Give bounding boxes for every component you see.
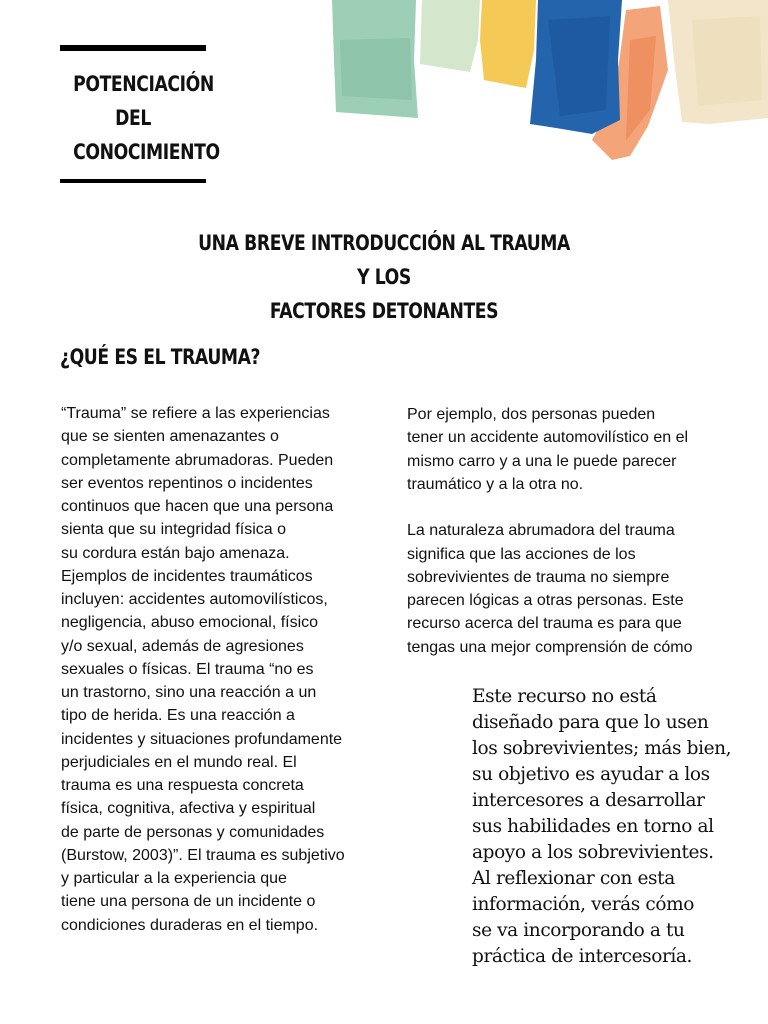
callout-text: Este recurso no está diseñado para que lo usen los sobrevivientes; más bien, su objetivo es ayudar a los intercesores a desarrollar sus habilidades en torno al apoyo a los sobrevivientes. Al reflexionar con esta información, verás cómo se va incorporando a tu práctica de intercesoría.	[472, 686, 732, 967]
yellow-brush-stroke	[480, 0, 536, 88]
brand-title: POTENCIACIÓN DEL CONOCIMIENTO	[73, 72, 220, 164]
brand-bottom-rule	[60, 179, 206, 183]
sage-brush-stroke	[420, 0, 480, 72]
body-left-column: “Trauma” se refiere a las experiencias que se sienten amenazantes o completamente abrumadoras. Pueden ser eventos repentinos o incidentes continuos que hacen que una persona sienta que su integridad física o su cordura están bajo amenaza. Ejemplos de incidentes traumáticos incluyen: accidentes automovilísticos, negligencia, abuso emocional, físico y/o sexual, además de agresiones sexuales o físicas. El trauma “no es un trastorno, sino una reacción a un tipo de herida. Es una reacción a incidentes y situaciones profundamente perjudiciales en el mundo real. El trauma es una respuesta concreta física, cognitiva, afectiva y espiritual de parte de personas y comunidades (Burstow, 2003)”. El trauma es subjetivo y particular a la experiencia que tiene una persona de un incidente o condiciones duraderas en el tiempo.	[61, 405, 345, 934]
watercolor-brush-strokes	[330, 0, 768, 170]
body-right-column: Por ejemplo, dos personas pueden tener un accidente automovilístico en el mismo carro y a una le puede parecer traumático y a la otra no. La naturaleza abrumadora del trauma significa que las acciones de los sobrevivientes de trauma no siempre parecen lógicas a otras personas. Este recurso acerca del trauma es para que tengas una mejor comprensión de cómo	[407, 406, 693, 656]
section-heading: ¿QUÉ ES EL TRAUMA?	[60, 345, 261, 369]
brand-block	[60, 45, 220, 183]
brand-top-rule	[60, 45, 206, 51]
page-title: UNA BREVE INTRODUCCIÓN AL TRAUMA Y LOS FACTORES DETONANTES	[198, 231, 570, 323]
